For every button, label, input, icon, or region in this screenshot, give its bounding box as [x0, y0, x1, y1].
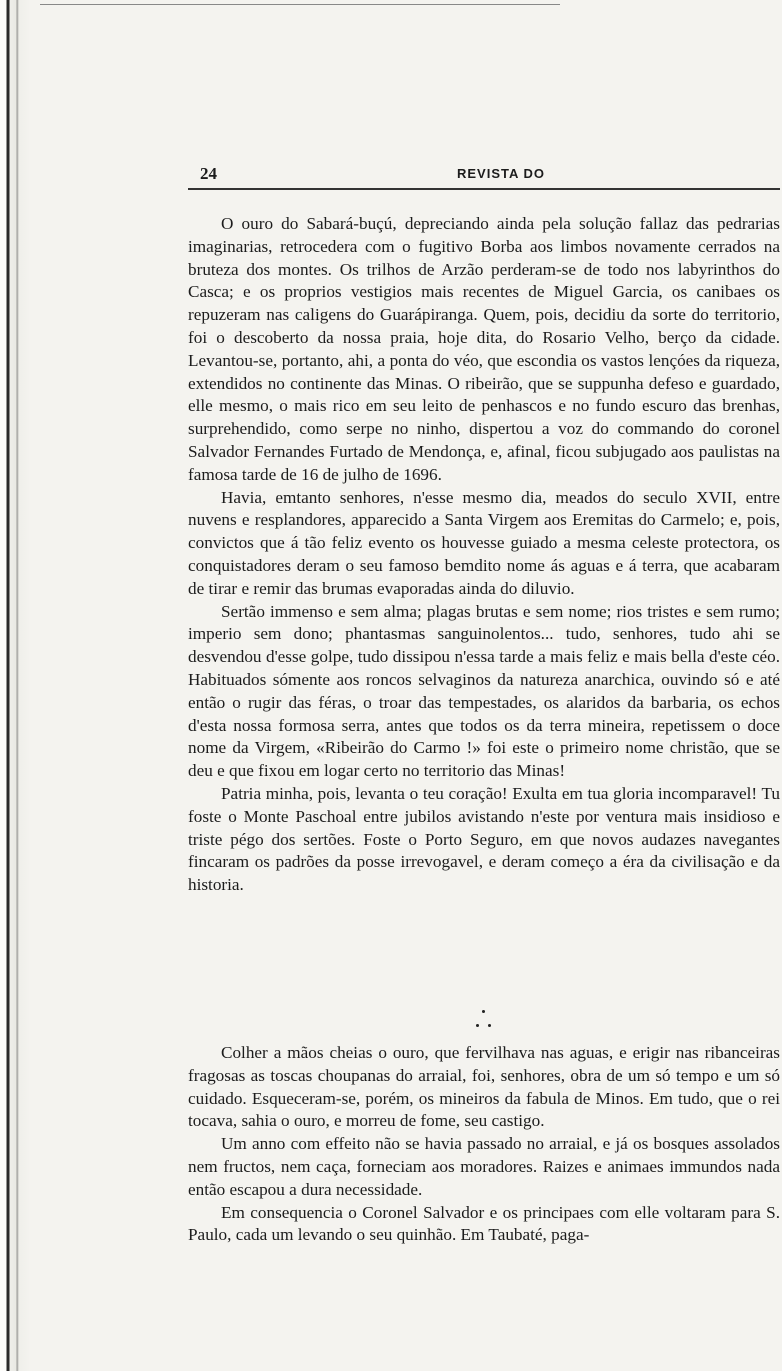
paragraph: Patria minha, pois, levanta o teu coração! Exulta em tua gloria incomparavel! Tu foste o Monte Paschoal entre jubilos avistando n'este por ventura mais insidioso e triste pégo dos sertões. Foste o Porto Seguro, em que novos audazes navegantes fincaram os padrões da posse irrevogavel, e deram começo a éra da civilisação e da historia. [188, 783, 780, 895]
body-text-section-one [188, 213, 780, 897]
paragraph: Em consequencia o Coronel Salvador e os principaes com elle voltaram para S. Paulo, cada um levando o seu quinhão. Em Taubaté, paga- [188, 1202, 780, 1245]
paragraph: Colher a mãos cheias o ouro, que fervilhava nas aguas, e erigir nas ribanceiras fragosas as toscas choupanas do arraial, foi, senhores, obra de um só tempo e um só cuidado. Esqueceram-se, porém, os mineiros da fabula de Minos. Em tudo, que o rei tocava, sahia o ouro, e morreu de fome, seu castigo. [188, 1043, 780, 1131]
separator-dot [488, 1024, 491, 1027]
separator-dot [482, 1010, 485, 1013]
separator-dot [476, 1024, 479, 1027]
page-number: 24 [200, 164, 217, 183]
paragraph: Um anno com effeito não se havia passado no arraial, e já os bosques assolados nem fructos, nem caça, forneciam aos moradores. Raizes e animaes immundos nada então escapou a dura necessidade. [188, 1134, 780, 1199]
top-scan-line [40, 4, 560, 5]
page-header [200, 164, 780, 184]
paragraph: Sertão immenso e sem alma; plagas brutas e sem nome; rios tristes e sem rumo; imperio sem dono; phantasmas sanguinolentos... tudo, senhores, tudo ahi se desvendou d'esse golpe, tudo dissipou n'essa tarde a mais feliz e mais bella d'este céo. Habituados sómente aos roncos selvaginos da natureza anarchica, ouvindo só e até então o rugir das féras, o troar das tempestades, os alaridos da barbaria, os echos d'esta nossa formosa serra, antes que todos os da terra mineira, repetissem o doce nome da Virgem, «Ribeirão do Carmo !» foi este o primeiro nome christão, que se deu e que fixou em logar certo no territorio das Minas! [188, 601, 780, 781]
header-rule [188, 188, 780, 190]
paragraph: Havia, emtanto senhores, n'esse mesmo dia, meados do seculo XVII, entre nuvens e resplandores, apparecido a Santa Virgem aos Eremitas do Carmelo; e, pois, convictos que á tão feliz evento os houvesse guiado a mesma celeste protectora, os conquistadores deram o seu famoso bemdito nome ás aguas e á terra, que acabaram de tirar e remir das brumas evaporadas ainda do diluvio. [188, 487, 780, 598]
book-binding-edge [0, 0, 30, 1371]
running-head: REVISTA DO [457, 166, 546, 181]
section-separator [474, 1010, 494, 1034]
body-text-section-two [188, 1042, 780, 1247]
paragraph: O ouro do Sabará-buçú, depreciando ainda pela solução fallaz das pedrarias imaginarias, retrocedera com o fugitivo Borba aos limbos novamente cerrados na bruteza dos montes. Os trilhos de Arzão perderam-se de todo nos labyrinthos do Casca; e os proprios vestigios mais recentes de Miguel Garcia, os canibaes os repuzeram nas caligens do Guarápiranga. Quem, pois, decidiu da sorte do territorio, foi o descoberto da nossa praia, hoje dita, do Rosario Velho, berço da cidade. Levantou-se, portanto, ahi, a ponta do véo, que escondia os vastos lençóes da riqueza, extendidos no continente das Minas. O ribeirão, que se suppunha defeso e guardado, elle mesmo, o mais rico em seu leito de penhascos e no fundo escuro das brenhas, surprehendido, como serpe no ninho, dispertou a voz do commando do coronel Salvador Fernandes Furtado de Mendonça, e, afinal, ficou subjugado aos paulistas na famosa tarde de 16 de julho de 1696. [188, 214, 780, 484]
